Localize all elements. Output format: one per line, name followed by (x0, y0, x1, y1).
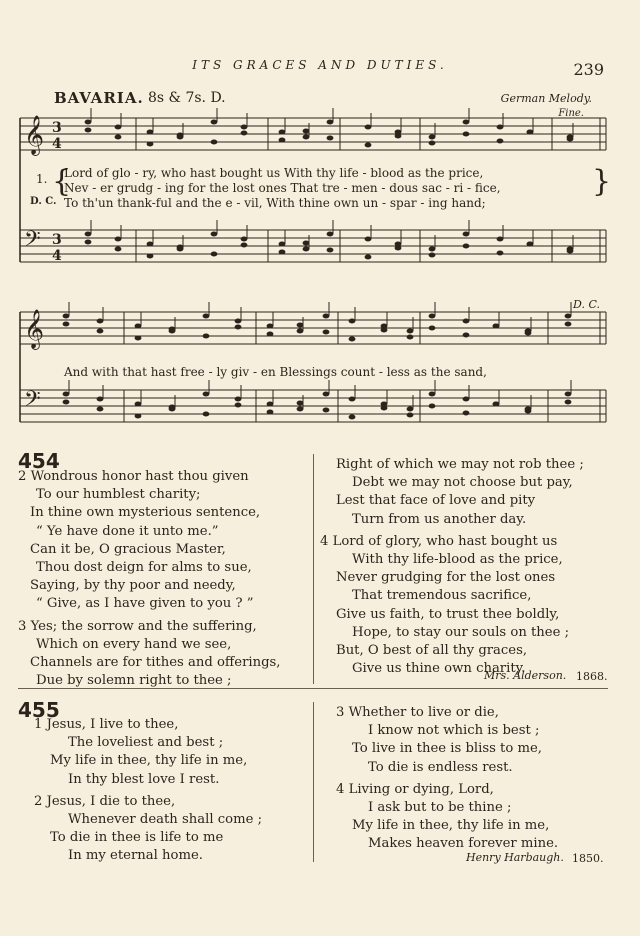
note-head (429, 141, 436, 146)
note-head (211, 120, 218, 125)
author-454: Mrs. Alderson. (484, 669, 567, 682)
verse-line: My life in thee, thy life in me, (50, 753, 248, 769)
verse-line: That tremendous sacrifice, (352, 588, 532, 604)
note-head (365, 255, 372, 260)
verse-line: In thy blest love I rest. (68, 771, 220, 787)
note-head (135, 414, 142, 419)
note-head (497, 139, 504, 144)
column-divider (313, 454, 314, 684)
note-head (241, 237, 248, 242)
note-head (349, 319, 356, 324)
verse-line: Channels are for tithes and offerings, (30, 655, 281, 671)
note-head (303, 135, 310, 140)
note-head (235, 397, 242, 402)
note-head (97, 397, 104, 402)
lyric-line-1: Lord of glo - ry, who hast bought us With thy life - blood as the price, (64, 166, 484, 180)
note-head (497, 125, 504, 130)
verse-line: Right of which we may not rob thee ; (336, 457, 584, 472)
note-head (85, 232, 92, 237)
verse-line: Give us faith, to trust thee boldly, (336, 606, 560, 622)
treble-clef: 𝄞 (24, 309, 45, 349)
note-head (365, 125, 372, 130)
verse-line: 3 Whether to live or die, (336, 705, 499, 720)
note-head (567, 249, 574, 254)
verse-line: To die is endless rest. (368, 759, 513, 775)
note-head (235, 325, 242, 330)
column-divider (313, 702, 314, 862)
verse-line: In my eternal home. (68, 848, 203, 864)
note-head (463, 120, 470, 125)
note-head (241, 243, 248, 248)
note-head (267, 402, 274, 407)
hymn-number-454: 454 (18, 449, 60, 473)
note-head (135, 336, 142, 341)
note-head (565, 400, 572, 405)
note-head (115, 237, 122, 242)
verse-marker: 1. (36, 172, 48, 186)
time-signature: 3 (52, 232, 62, 248)
note-head (527, 130, 534, 135)
note-head (115, 125, 122, 130)
bass-clef: 𝄢 (24, 387, 41, 417)
verse-line: Which on every hand we see, (36, 636, 232, 652)
note-head (463, 411, 470, 416)
verse-line: Turn from us another day. (352, 511, 527, 527)
note-head (97, 319, 104, 324)
note-head (211, 140, 218, 145)
note-head (303, 241, 310, 246)
left-brace: { (52, 164, 72, 199)
note-head (97, 329, 104, 334)
note-head (115, 247, 122, 252)
note-head (395, 134, 402, 139)
note-head (463, 232, 470, 237)
verse-line: With thy life-blood as the price, (352, 552, 563, 568)
note-head (115, 135, 122, 140)
verse-line: 1 Jesus, I live to thee, (34, 717, 179, 732)
verse-line: I ask but to be thine ; (368, 800, 512, 816)
note-head (525, 409, 532, 414)
year-455: 1850. (572, 852, 604, 865)
note-head (203, 392, 210, 397)
note-head (349, 337, 356, 342)
verse-line: 4 Lord of glory, who hast bought us (320, 533, 558, 549)
note-head (395, 246, 402, 251)
note-head (147, 242, 154, 247)
note-head (267, 410, 274, 415)
verse-line: My life in thee, thy life in me, (352, 818, 550, 834)
tune-name: BAVARIA. (54, 89, 144, 107)
note-head (323, 408, 330, 413)
note-head (381, 406, 388, 411)
note-head (279, 250, 286, 255)
note-head (429, 135, 436, 140)
lyric-line-2: Nev - er grudg - ing for the lost ones That tre - men - dous sac - ri - fice, (64, 181, 501, 195)
note-head (169, 327, 176, 332)
note-head (63, 314, 70, 319)
note-head (267, 324, 274, 329)
note-head (463, 132, 470, 137)
hymn-455-left-column (34, 716, 310, 866)
verse-line: To live in thee is bliss to me, (352, 741, 542, 757)
note-head (203, 334, 210, 339)
note-head (147, 130, 154, 135)
note-head (497, 251, 504, 256)
note-head (567, 137, 574, 142)
note-head (297, 407, 304, 412)
note-head (327, 136, 334, 141)
note-head (565, 392, 572, 397)
lyric-line-3: To th'un thank-ful and the e - vil, With thine own un - spar - ing hand; (64, 196, 486, 210)
verse-line: But, O best of all thy graces, (336, 643, 528, 659)
note-head (169, 405, 176, 410)
verse-line: Whenever death shall come ; (68, 812, 263, 828)
note-head (297, 329, 304, 334)
year-454: 1868. (576, 670, 608, 683)
dc-mark: D. C. (573, 298, 600, 311)
note-head (407, 407, 414, 412)
hymn-454-right-column (320, 456, 620, 678)
verse-line: Debt we may not choose but pay, (352, 475, 573, 491)
note-head (407, 329, 414, 334)
verse-line: Never grudging for the lost ones (336, 570, 556, 586)
verse-line: 3 Yes; the sorrow and the suffering, (18, 618, 257, 634)
verse-line: I know not which is best ; (368, 723, 540, 739)
note-head (279, 130, 286, 135)
note-head (463, 319, 470, 324)
time-signature: 4 (52, 248, 62, 264)
dc-marker: D. C. (30, 196, 57, 207)
lyric-line-4: And with that hast free - ly giv - en Blessings count - less as the sand, (64, 365, 487, 379)
note-head (323, 330, 330, 335)
note-head (407, 413, 414, 418)
page-number: 239 (573, 60, 604, 79)
treble-clef: 𝄞 (24, 115, 45, 155)
fine-mark: Fine. (558, 108, 584, 119)
note-head (279, 138, 286, 143)
note-head (211, 252, 218, 257)
verse-line: Hope, to stay our souls on thee ; (352, 624, 570, 640)
note-head (297, 401, 304, 406)
verse-line: 2 Wondrous honor hast thou given (18, 469, 249, 484)
note-head (63, 322, 70, 327)
note-head (463, 244, 470, 249)
note-head (235, 319, 242, 324)
verse-line: Due by solemn right to thee ; (36, 673, 232, 689)
note-head (429, 253, 436, 258)
hymn-number-455: 455 (18, 698, 60, 722)
note-head (323, 392, 330, 397)
verse-line: 4 Living or dying, Lord, (336, 781, 494, 797)
note-head (303, 129, 310, 134)
verse-line: 2 Jesus, I die to thee, (34, 793, 176, 809)
note-head (327, 232, 334, 237)
author-455: Henry Harbaugh. (466, 851, 564, 864)
note-head (85, 120, 92, 125)
running-header: ITS GRACES AND DUTIES. (192, 58, 448, 72)
note-head (327, 120, 334, 125)
note-head (203, 412, 210, 417)
note-head (381, 328, 388, 333)
verse-line: “ Ye have done it unto me.” (36, 523, 219, 539)
note-head (349, 397, 356, 402)
note-head (429, 392, 436, 397)
note-head (63, 400, 70, 405)
note-head (177, 133, 184, 138)
time-signature: 4 (52, 136, 62, 152)
verse-line: In thine own mysterious sentence, (30, 505, 261, 521)
note-head (365, 237, 372, 242)
note-head (365, 143, 372, 148)
bass-clef: 𝄢 (24, 227, 41, 257)
note-head (429, 247, 436, 252)
tune-source: German Melody. (500, 92, 592, 105)
verse-line: Give us thine own charity. (352, 661, 526, 677)
note-head (85, 128, 92, 133)
note-head (85, 240, 92, 245)
verse-line: “ Give, as I have given to you ? ” (36, 596, 254, 612)
note-head (279, 242, 286, 247)
note-head (429, 326, 436, 331)
note-head (463, 397, 470, 402)
section-rule (18, 688, 608, 689)
note-head (497, 237, 504, 242)
note-head (147, 254, 154, 259)
note-head (63, 392, 70, 397)
note-head (135, 402, 142, 407)
note-head (349, 415, 356, 420)
verse-line: Makes heaven forever mine. (368, 836, 559, 852)
verse-line: To our humblest charity; (36, 487, 201, 503)
hymn-455-right-column (336, 704, 616, 854)
verse-line: The loveliest and best ; (68, 735, 224, 751)
note-head (493, 402, 500, 407)
note-head (147, 142, 154, 147)
note-head (241, 131, 248, 136)
note-head (327, 248, 334, 253)
hymn-454-left-column (18, 468, 308, 690)
note-head (203, 314, 210, 319)
note-head (565, 314, 572, 319)
note-head (235, 403, 242, 408)
note-head (323, 314, 330, 319)
tune-meter: 8s & 7s. D. (148, 90, 226, 106)
note-head (429, 404, 436, 409)
note-head (135, 324, 142, 329)
note-head (429, 314, 436, 319)
right-brace: } (592, 164, 612, 199)
time-signature: 3 (52, 120, 62, 136)
verse-line: Thou dost deign for alms to sue, (36, 560, 252, 576)
note-head (527, 242, 534, 247)
verse-line: To die in thee is life to me (50, 830, 224, 846)
note-head (303, 247, 310, 252)
verse-line: Saying, by thy poor and needy, (30, 578, 236, 594)
verse-line: Lest that face of love and pity (336, 493, 536, 509)
note-head (407, 335, 414, 340)
note-head (177, 245, 184, 250)
note-head (565, 322, 572, 327)
note-head (267, 332, 274, 337)
note-head (97, 407, 104, 412)
verse-line: Can it be, O gracious Master, (30, 541, 226, 557)
note-head (493, 324, 500, 329)
note-head (525, 331, 532, 336)
note-head (241, 125, 248, 130)
note-head (297, 323, 304, 328)
note-head (211, 232, 218, 237)
note-head (463, 333, 470, 338)
